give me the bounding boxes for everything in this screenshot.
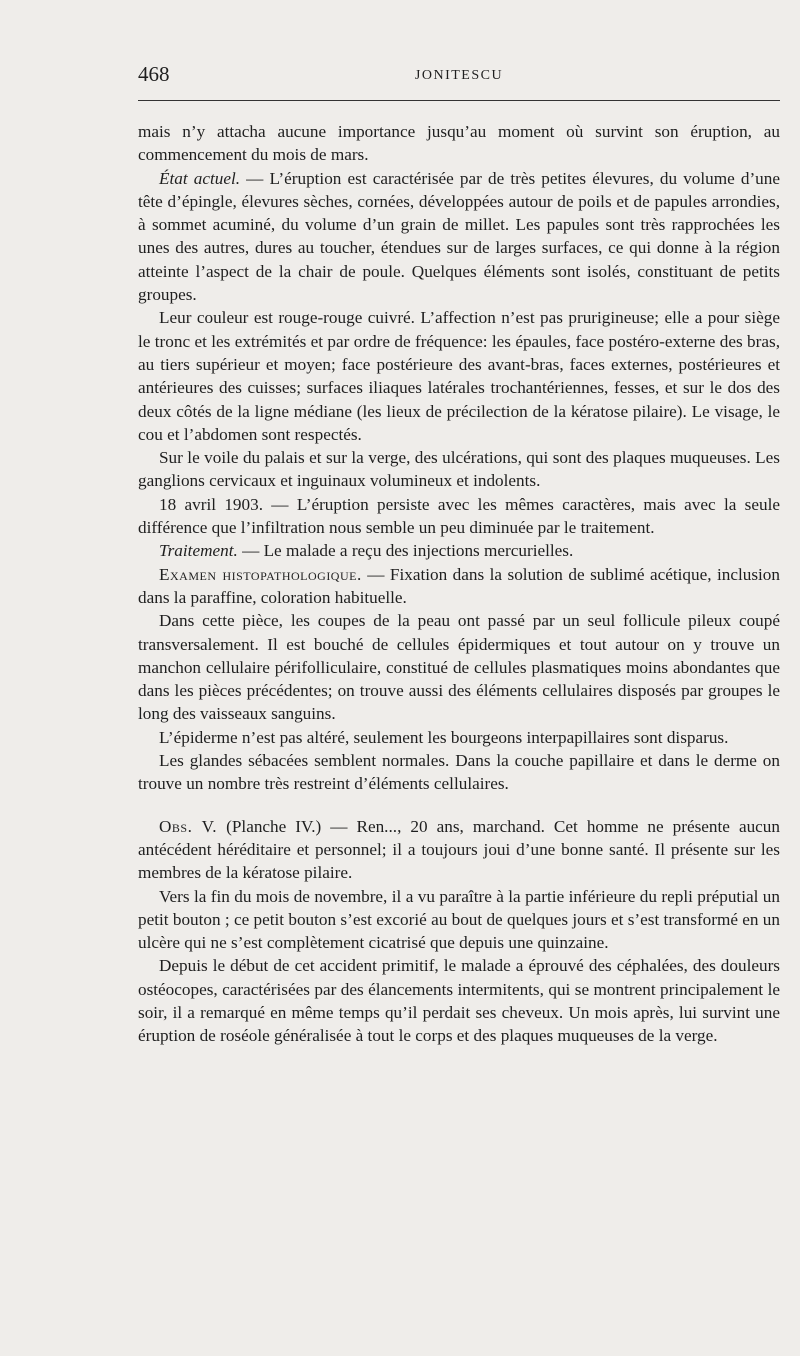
paragraph-text: — Fixation dans la solution de sublimé acétique, inclusion dans la paraffine, coloration habituelle. (138, 564, 780, 607)
paragraph: Les glandes sébacées semblent normales. Dans la couche papillaire et dans le derme on trouve un nombre très restreint d’éléments cellulaires. (138, 751, 780, 794)
paragraph-text: — Le malade a reçu des injections mercurielles. (237, 541, 574, 561)
paragraph: Vers la fin du mois de novembre, il a vu paraître à la partie inférieure du repli préputial un petit bouton ; ce petit bouton s’est excorié au bout de quelques jours et s’est transformé en un ulcère qui ne s’est complètement cicatrisé que depuis une quinzaine. (138, 886, 780, 953)
section-gap (138, 796, 780, 815)
paragraph: Leur couleur est rouge-rouge cuivré. L’affection n’est pas prurigineuse; elle a pour siège le tronc et les extrémités et par ordre de fréquence: les épaules, face postéro-externe des bras, au tiers supérieur et moyen; face postérieure des avant-bras, faces externes, postérieures et antérieures des cuisses; surfaces iliaques latérales trochantériennes, fesses, et sur le dos des deux côtés de la ligne médiane (les lieux de précilection de la kératose pilaire). Le visage, le cou et l’abdomen sont respectés. (138, 308, 780, 444)
section-lead: Traitement. (159, 541, 238, 561)
running-title: JONITESCU (414, 68, 504, 83)
page-header (138, 60, 780, 100)
paragraph: mais n’y attacha aucune importance jusqu’au moment où survint son éruption, au commencement du mois de mars. (138, 122, 780, 165)
paragraph (138, 563, 780, 610)
paragraph (138, 539, 780, 562)
page-number: 468 (138, 62, 170, 86)
body-text (138, 120, 780, 1048)
section-lead: État actuel. (159, 168, 241, 188)
section-lead: Examen histopathologique. (159, 564, 362, 584)
paragraph: Dans cette pièce, les coupes de la peau ont passé par un seul follicule pileux coupé transversalement. Il est bouché de cellules épidermiques et tout autour on y trouve un manchon cellulaire périfolliculaire, constitué de cellules plasmatiques moins abondantes que dans les pièces précédentes; on trouve aussi des éléments cellulaires disposés par groupes le long des vaisseaux sanguins. (138, 611, 780, 724)
paragraph (138, 815, 780, 885)
observation-lead: Obs. V. (159, 816, 218, 836)
paragraph-text: (Planche IV.) — Ren..., 20 ans, marchand. Cet homme ne présente aucun antécédent héréditaire et personnel; il a toujours joui d’une bonne santé. Il présente sur les membres de la kératose pilaire. (138, 816, 780, 883)
paragraph: L’épiderme n’est pas altéré, seulement les bourgeons interpapillaires sont disparus. (159, 727, 729, 747)
header-rule (138, 100, 780, 101)
paragraph: 18 avril 1903. — L’éruption persiste avec les mêmes caractères, mais avec la seule différence que l’infiltration nous semble un peu diminuée par le traitement. (138, 494, 780, 538)
paragraph: Sur le voile du palais et sur la verge, des ulcérations, qui sont des plaques muqueuses. Les ganglions cervicaux et inguinaux volumineux et indolents. (138, 448, 780, 491)
paragraph: Depuis le début de cet accident primitif, le malade a éprouvé des céphalées, des douleurs ostéocopes, caractérisées par des élancements intermitents, qui se montrent principalement le soir, il a remarqué en même temps qu’il perdait ses cheveux. Un mois après, lui survint une éruption de roséole généralisée à tout le corps et des plaques muqueuses de la verge. (138, 956, 780, 1046)
paragraph (138, 167, 780, 307)
paragraph-text: — L’éruption est caractérisée par de très petites élevures, du volume d’une tête d’épingle, élevures sèches, cornées, développées autour de poils et de papules arrondies, à sommet acuminé, du volume d’un grain de millet. Les papules sont très rapprochées les unes des autres, dures au toucher, étendues sur de larges surfaces, ce qui donne à la région atteinte l’aspect de la chair de poule. Quelques éléments sont isolés, constituant de petits groupes. (138, 168, 781, 305)
